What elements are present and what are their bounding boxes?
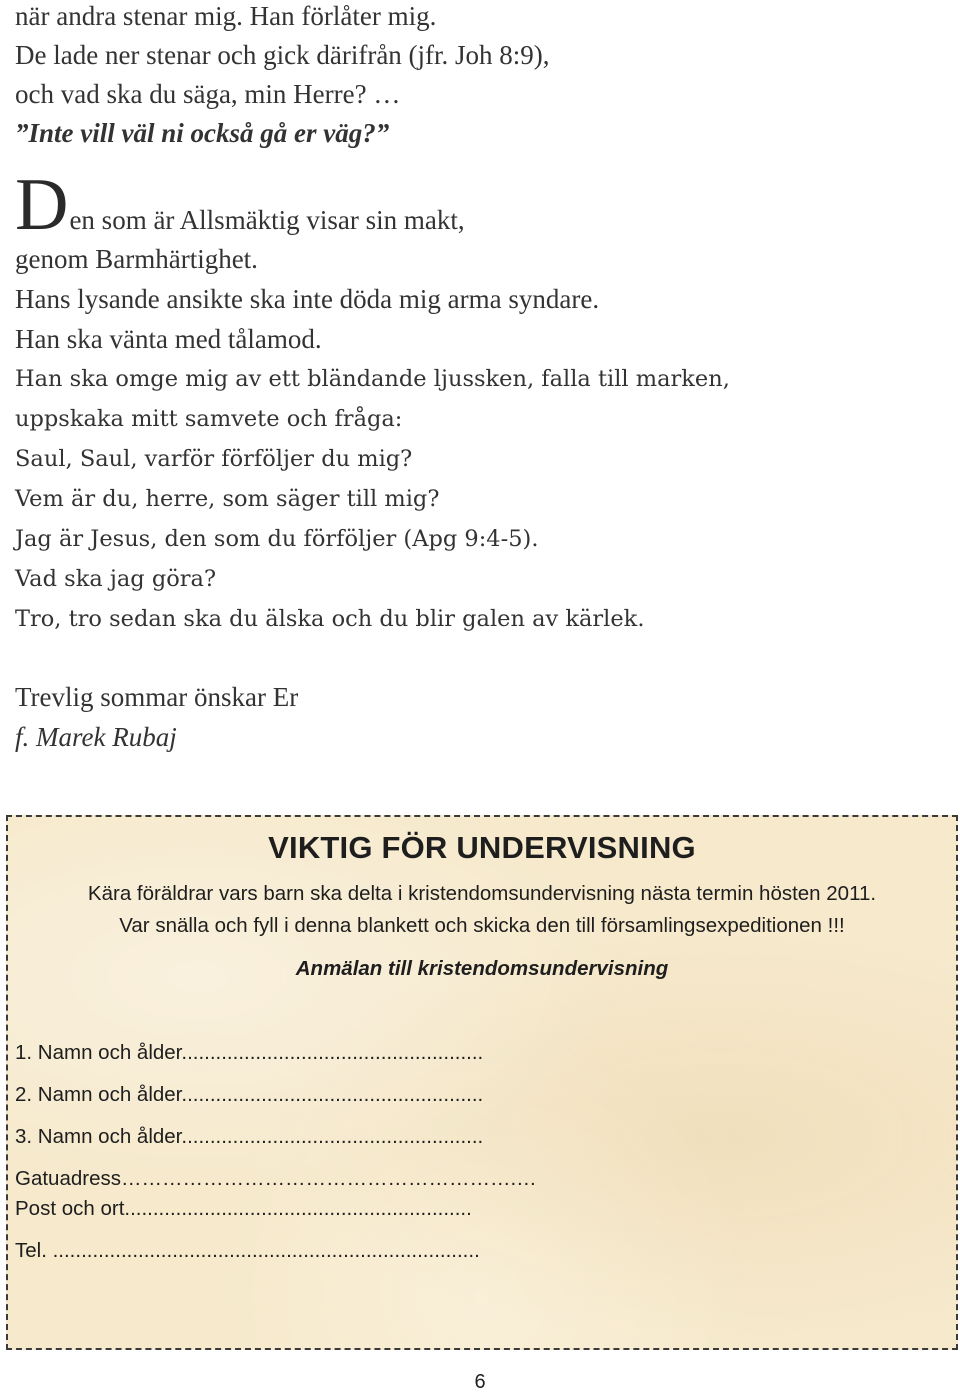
signature: f. Marek Rubaj: [15, 722, 177, 752]
greeting: Trevlig sommar önskar Er: [15, 682, 299, 712]
form-field-name-2: 2. Namn och ålder.....................................................: [15, 1083, 484, 1106]
page-number: 6: [474, 1371, 486, 1393]
form-field-phone: Tel. ...........................................................................: [15, 1239, 480, 1262]
poem-line: genom Barmhärtighet.: [15, 244, 258, 274]
notice-intro-line: Kära föräldrar vars barn ska delta i kristendomsundervisning nästa termin hösten 2011.: [87, 882, 877, 905]
poem-line: Saul, Saul, varför förföljer du mig?: [15, 446, 413, 472]
poem-line: Jag är Jesus, den som du förföljer (Apg 9:4-5).: [15, 526, 539, 552]
poem-line: De lade ner stenar och gick därifrån (jfr. Joh 8:9),: [15, 40, 550, 70]
form-field-name-3: 3. Namn och ålder.....................................................: [15, 1125, 484, 1148]
dropcap-line-rest: en som är Allsmäktig visar sin makt,: [69, 205, 465, 235]
poem-line: Hans lysande ansikte ska inte döda mig arma syndare.: [15, 284, 600, 314]
poem-line: Han ska vänta med tålamod.: [15, 324, 322, 354]
form-field-street: Gatuadress………………………………………………….…: [15, 1167, 537, 1190]
registration-notice-box: [6, 815, 958, 1350]
poem-line: Han ska omge mig av ett bländande ljussken, falla till marken,: [15, 366, 730, 392]
poem-line: Vem är du, herre, som säger till mig?: [15, 486, 440, 512]
notice-heading: VIKTIG FÖR UNDERVISNING: [268, 830, 696, 865]
notice-intro-line: Var snälla och fyll i denna blankett och skicka den till församlingsexpeditionen !!!: [119, 914, 845, 937]
poem-dropcap-line: [15, 164, 465, 246]
poem-quote-line: ”Inte vill väl ni också gå er väg?”: [15, 118, 390, 148]
poem-line: och vad ska du säga, min Herre? …: [15, 79, 401, 109]
drop-cap: D: [15, 164, 69, 246]
poem-line: uppskaka mitt samvete och fråga:: [15, 406, 403, 432]
notice-subheading: Anmälan till kristendomsundervisning: [295, 957, 669, 980]
poem-line: Vad ska jag göra?: [15, 566, 217, 592]
poem-line: Tro, tro sedan ska du älska och du blir galen av kärlek.: [15, 606, 645, 632]
form-field-postal: Post och ort.............................................................: [15, 1197, 472, 1220]
form-field-name-1: 1. Namn och ålder.....................................................: [15, 1041, 484, 1064]
poem-line: när andra stenar mig. Han förlåter mig.: [15, 1, 437, 31]
